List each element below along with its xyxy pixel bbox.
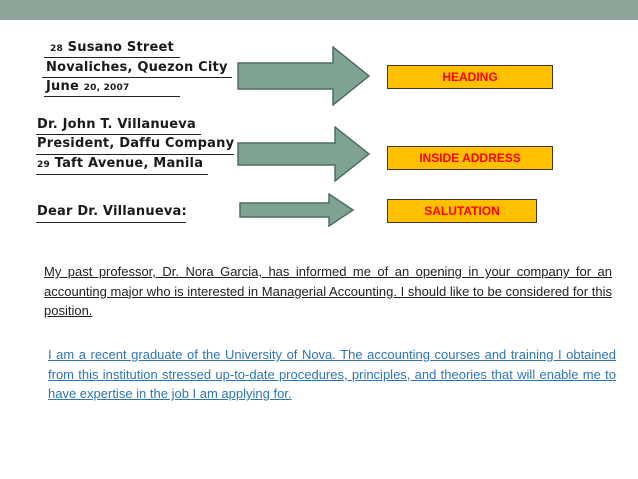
sender-city: Novaliches, Quezon City xyxy=(46,60,228,75)
sender-date-underline xyxy=(44,96,180,97)
inside-name: Dr. John T. Villanueva xyxy=(37,117,196,132)
inside-address-label: INSIDE ADDRESS xyxy=(387,146,553,170)
sender-date-line xyxy=(46,79,129,94)
sender-date-rest: 20, 2007 xyxy=(83,83,130,93)
inside-address-number: 29 xyxy=(37,160,50,170)
salutation-text: Dear Dr. Villanueva: xyxy=(37,204,187,219)
inside-address: Taft Avenue, Manila xyxy=(54,156,204,171)
inside-title: President, Daffu Company xyxy=(37,136,235,151)
salutation-underline xyxy=(36,222,186,223)
salutation-label: SALUTATION xyxy=(387,199,537,223)
inside-address-underline xyxy=(36,174,208,175)
inside-address-line xyxy=(37,156,203,171)
sender-street-underline xyxy=(44,57,180,58)
inside-address-arrow-icon xyxy=(237,126,371,182)
heading-label: HEADING xyxy=(387,65,553,89)
sender-street-line xyxy=(50,40,174,55)
body-paragraph-2: I am a recent graduate of the University of Nova. The accounting courses and training I obtained from this institution stressed up-to-date procedures, principles, and theories that will enable me to have expertise in the job I am applying for. xyxy=(48,347,616,401)
sender-street-number: 28 xyxy=(50,44,63,54)
heading-arrow-icon xyxy=(237,46,371,106)
sender-street: Susano Street xyxy=(67,40,174,55)
top-bar xyxy=(0,0,638,20)
salutation-arrow-icon xyxy=(239,193,355,227)
inside-name-underline xyxy=(36,134,201,135)
inside-title-underline xyxy=(36,154,234,155)
sender-date-month: June xyxy=(46,79,79,94)
sender-city-underline xyxy=(42,77,232,78)
body-paragraph-1: My past professor, Dr. Nora Garcia, has informed me of an opening in your company for an accounting major who is interested in Managerial Accounting. I should like to be considered for this position. xyxy=(44,264,612,318)
